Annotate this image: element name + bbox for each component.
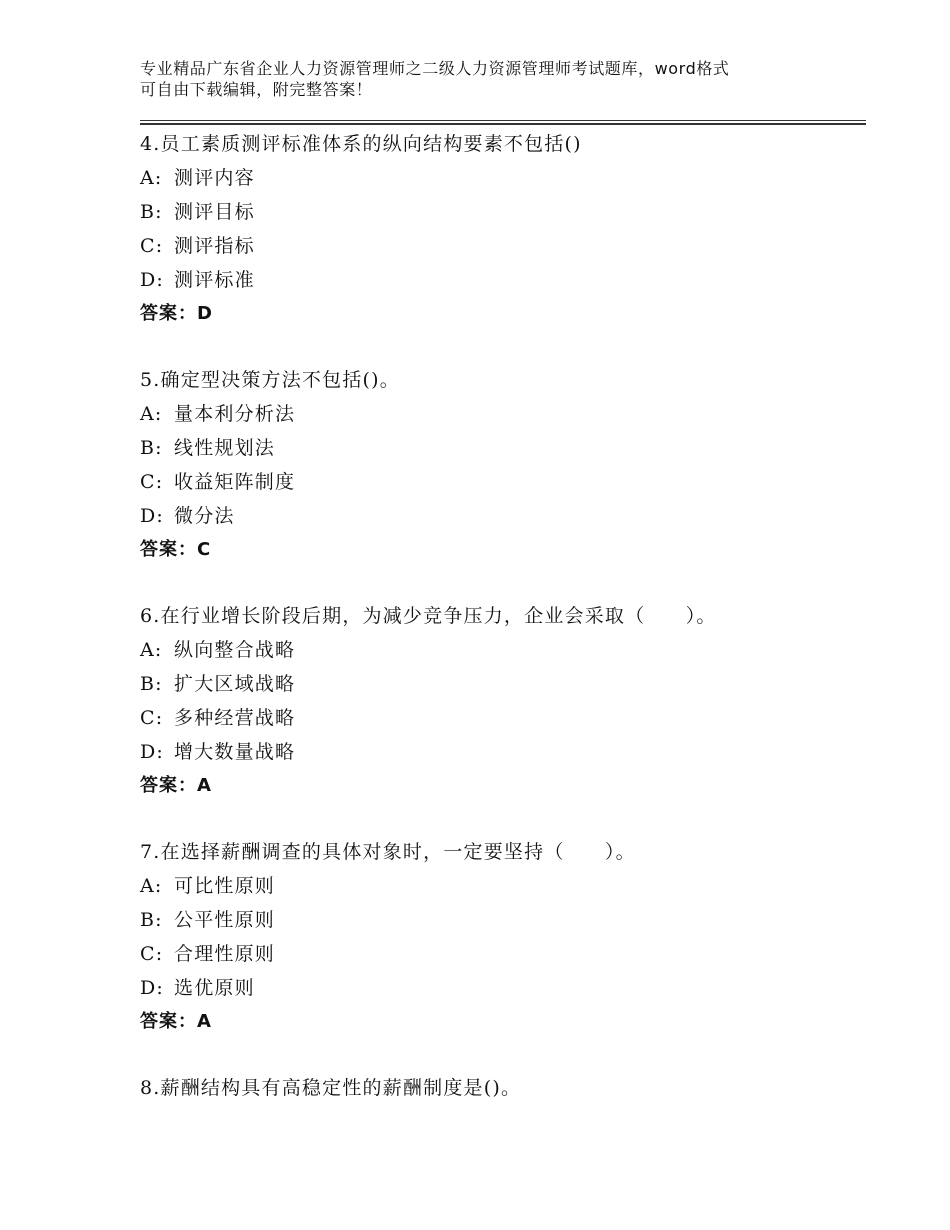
option-text: 多种经营战略 [174, 707, 296, 729]
option-text: 合理性原则 [174, 943, 276, 965]
option-c [140, 701, 860, 735]
answer-label: 答案： [140, 303, 197, 324]
answer-line [140, 769, 860, 803]
question-6 [140, 599, 860, 803]
option-text: 公平性原则 [174, 909, 276, 931]
option-text: 测评内容 [174, 167, 255, 189]
answer-label: 答案： [140, 539, 197, 560]
option-key: C: [140, 235, 164, 257]
option-text: 收益矩阵制度 [174, 471, 296, 493]
question-7 [140, 835, 860, 1039]
option-key: A: [140, 403, 163, 425]
answer-label: 答案： [140, 775, 197, 796]
question-stem: 4.员工素质测评标准体系的纵向结构要素不包括() [140, 133, 582, 155]
option-text: 扩大区域战略 [174, 673, 296, 695]
option-a [140, 633, 860, 667]
question-5 [140, 363, 860, 567]
option-key: C: [140, 471, 164, 493]
option-text: 测评标准 [174, 269, 255, 291]
option-text: 增大数量战略 [174, 741, 296, 763]
option-b [140, 431, 860, 465]
option-key: D: [140, 269, 165, 291]
question-list [140, 127, 860, 1137]
option-text: 线性规划法 [174, 437, 276, 459]
option-text: 测评目标 [174, 201, 255, 223]
option-text: 选优原则 [174, 977, 255, 999]
option-key: B: [140, 909, 163, 931]
option-key: B: [140, 437, 163, 459]
option-text: 微分法 [174, 505, 235, 527]
option-c [140, 937, 860, 971]
option-key: D: [140, 977, 165, 999]
question-stem: 5.确定型决策方法不包括()。 [140, 369, 400, 391]
option-text: 量本利分析法 [174, 403, 296, 425]
document-header [140, 58, 840, 100]
question-stem: 6.在行业增长阶段后期，为减少竞争压力，企业会采取（ ）。 [140, 605, 717, 627]
option-c [140, 229, 860, 263]
option-key: A: [140, 639, 163, 661]
option-b [140, 903, 860, 937]
option-c [140, 465, 860, 499]
answer-line [140, 533, 860, 567]
header-line-1: 专业精品广东省企业人力资源管理师之二级人力资源管理师考试题库，word格式 [140, 59, 730, 78]
option-text: 纵向整合战略 [174, 639, 296, 661]
option-key: B: [140, 201, 163, 223]
answer-value: A [197, 1011, 212, 1032]
option-text: 测评指标 [174, 235, 255, 257]
header-divider-thin [140, 120, 866, 121]
question-stem: 7.在选择薪酬调查的具体对象时，一定要坚持（ ）。 [140, 841, 636, 863]
answer-value: A [197, 775, 212, 796]
header-divider-thick [140, 123, 866, 125]
answer-value: D [197, 303, 213, 324]
option-a [140, 397, 860, 431]
answer-value: C [197, 539, 212, 560]
answer-line [140, 297, 860, 331]
answer-label: 答案： [140, 1011, 197, 1032]
option-d [140, 263, 860, 297]
header-divider [140, 120, 866, 125]
option-key: A: [140, 167, 163, 189]
option-d [140, 499, 860, 533]
option-b [140, 667, 860, 701]
option-b [140, 195, 860, 229]
header-line-2: 可自由下载编辑，附完整答案！ [140, 80, 373, 99]
option-key: B: [140, 673, 163, 695]
option-key: C: [140, 707, 164, 729]
option-text: 可比性原则 [174, 875, 276, 897]
option-key: D: [140, 741, 165, 763]
option-key: D: [140, 505, 165, 527]
question-8 [140, 1071, 860, 1105]
option-d [140, 971, 860, 1005]
option-key: C: [140, 943, 164, 965]
question-4 [140, 127, 860, 331]
question-stem: 8.薪酬结构具有高稳定性的薪酬制度是()。 [140, 1077, 522, 1099]
option-a [140, 869, 860, 903]
option-a [140, 161, 860, 195]
option-d [140, 735, 860, 769]
option-key: A: [140, 875, 163, 897]
answer-line [140, 1005, 860, 1039]
